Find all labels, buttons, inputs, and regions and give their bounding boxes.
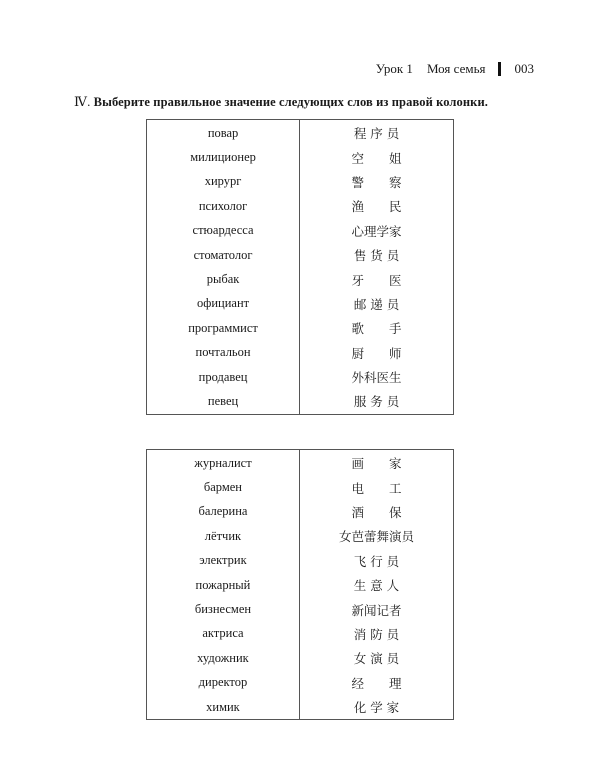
table-row [147, 597, 454, 621]
chapter-label: Урок 1 [375, 61, 413, 76]
russian-word-cell: актриса [147, 622, 300, 646]
russian-word-cell: балерина [147, 500, 300, 524]
table-row [147, 524, 454, 548]
chinese-word-cell: 经 理 [351, 675, 402, 691]
chinese-word-cell: 女芭蕾舞演员 [338, 529, 414, 545]
chinese-word-cell: 歌 手 [351, 321, 402, 337]
table-row [147, 120, 454, 146]
russian-word-cell: бизнесмен [147, 597, 300, 621]
chinese-word-cell: 化 学 家 [353, 700, 400, 716]
chinese-word-cell: 画 家 [351, 456, 402, 472]
table-row [147, 475, 454, 499]
table-row [147, 145, 454, 169]
table-row [147, 365, 454, 389]
russian-word-cell: милиционер [147, 145, 300, 169]
russian-word-cell: химик [147, 695, 300, 720]
russian-word-cell: журналист [147, 450, 300, 476]
russian-word-cell: рыбак [147, 267, 300, 291]
chinese-word-cell: 新闻记者 [351, 602, 402, 618]
page-number: 003 [514, 61, 534, 76]
table-row [147, 646, 454, 670]
table-row [147, 671, 454, 695]
chinese-word-cell: 外科医生 [351, 370, 402, 386]
matching-table-2 [146, 449, 454, 720]
chinese-word-cell: 售 货 员 [353, 248, 400, 264]
exercise-title [74, 94, 488, 110]
russian-word-cell: хирург [147, 170, 300, 194]
table-row [147, 341, 454, 365]
russian-word-cell: лётчик [147, 524, 300, 548]
russian-word-cell: программист [147, 316, 300, 340]
page-header [376, 61, 534, 77]
chinese-word-cell: 厨 师 [351, 345, 402, 361]
header-divider [498, 62, 501, 76]
russian-word-cell: директор [147, 671, 300, 695]
chinese-word-cell: 酒 保 [351, 504, 402, 520]
table-row [147, 316, 454, 340]
russian-word-cell: почтальон [147, 341, 300, 365]
chinese-word-cell: 渔 民 [351, 199, 402, 215]
table-row [147, 450, 454, 476]
chinese-word-cell: 空 姐 [351, 150, 402, 166]
chinese-word-cell: 生 意 人 [353, 578, 400, 594]
russian-word-cell: электрик [147, 549, 300, 573]
chinese-word-cell: 警 察 [351, 174, 402, 190]
table-row [147, 500, 454, 524]
russian-word-cell: художник [147, 646, 300, 670]
chinese-word-cell: 程 序 员 [353, 126, 400, 142]
table-row [147, 267, 454, 291]
chinese-word-cell: 女 演 员 [353, 651, 400, 667]
chinese-word-cell: 飞 行 员 [353, 553, 400, 569]
table-row [147, 243, 454, 267]
table-row [147, 549, 454, 573]
table-row [147, 389, 454, 414]
table-row [147, 292, 454, 316]
russian-word-cell: стюардесса [147, 219, 300, 243]
table-row [147, 194, 454, 218]
russian-word-cell: официант [147, 292, 300, 316]
russian-word-cell: бармен [147, 475, 300, 499]
chinese-word-cell: 牙 医 [351, 272, 402, 288]
chapter-topic: Моя семья [426, 61, 486, 76]
matching-table-1 [146, 119, 454, 415]
russian-word-cell: певец [147, 389, 300, 414]
chinese-word-cell: 消 防 员 [353, 626, 400, 642]
table-row [147, 170, 454, 194]
russian-word-cell: пожарный [147, 573, 300, 597]
exercise-number: Ⅳ. [74, 94, 91, 109]
russian-word-cell: психолог [147, 194, 300, 218]
exercise-instruction: Выберите правильное значение следующих слов из правой колонки. [93, 95, 489, 109]
chinese-word-cell: 邮 递 员 [353, 296, 400, 312]
russian-word-cell: стоматолог [147, 243, 300, 267]
russian-word-cell: продавец [147, 365, 300, 389]
table-row [147, 573, 454, 597]
chinese-word-cell: 服 务 员 [353, 394, 400, 410]
chinese-word-cell: 电 工 [351, 480, 402, 496]
table-row [147, 622, 454, 646]
chinese-word-cell: 心理学家 [351, 223, 402, 239]
table-row [147, 695, 454, 720]
russian-word-cell: повар [147, 120, 300, 146]
table-row [147, 219, 454, 243]
